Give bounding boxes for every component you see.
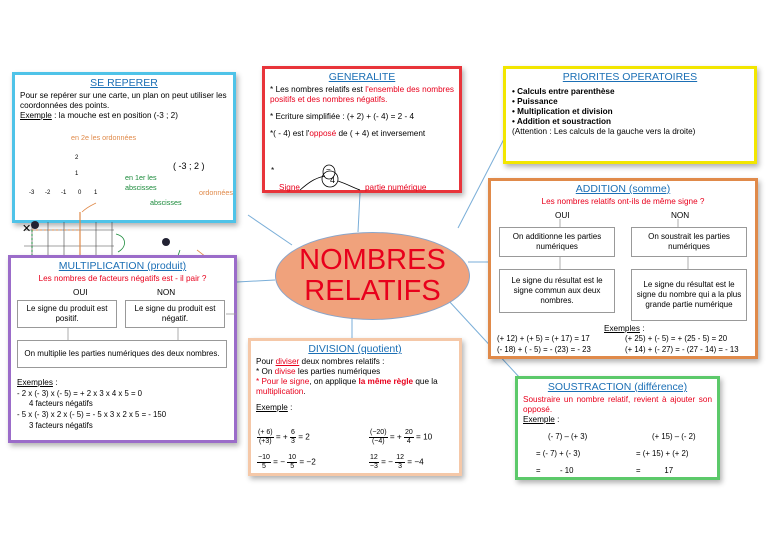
addition-oui-box: On additionne les parties numériques — [499, 227, 615, 257]
division-l3e: multiplication — [256, 387, 304, 396]
addition-question: Les nombres relatifs ont-ils de même signe ? — [541, 197, 705, 206]
addition-ex-1: (+ 12) + (+ 5) = (+ 17) = 17 — [497, 334, 590, 343]
generalite-p2: * Ecriture simplifiée : (+ 2) + (- 4) = 2 - 4 — [270, 112, 415, 121]
multiplication-ex2: - 5 x (- 3) x 2 x (- 5) = - 5 x 3 x 2 x 5 = - 150 — [17, 410, 167, 419]
addition-non: NON — [671, 211, 690, 220]
addition-exemples-label: Exemples — [604, 324, 640, 333]
addition-card — [488, 178, 758, 359]
generalite-p1-red: l'ensemble des nombres positifs et des nombres négatifs. — [270, 85, 454, 104]
division-example-2: $\frac{(-20)}{(-4)}$ = + $\frac{20}{4}$ = 10 — [370, 429, 433, 445]
se-reperer-card — [12, 72, 236, 235]
division-exemple-colon: : — [287, 403, 293, 412]
soustraction-rule: Soustraire un nombre relatif, revient à ajouter son opposé. — [523, 395, 712, 414]
priorite-item-4: • Addition et soustraction — [512, 117, 611, 126]
priorite-item-3: • Multiplication et division — [512, 107, 613, 116]
addition-non-box: On soustrait les parties numériques — [631, 227, 747, 257]
se-reperer-text: Pour se repérer sur une carte, un plan on peut utiliser les coordonnées des points. — [20, 91, 227, 110]
se-reperer-title: SE REPERER — [90, 77, 158, 89]
soustraction-exemple-label: Exemple — [523, 415, 555, 424]
generalite-p1: * Les nombres relatifs est — [270, 85, 366, 94]
tick-y-2: 1 — [75, 171, 79, 177]
addition-title: ADDITION (somme) — [575, 183, 671, 195]
division-example-4: $\frac{12}{-3}$ = − $\frac{12}{3}$ = −4 — [369, 454, 424, 470]
division-example-3: $\frac{-10}{5}$ = − $\frac{10}{5}$ = −2 — [258, 454, 316, 470]
multiplication-exemples-colon: : — [52, 378, 58, 387]
signe-label: Signe — [279, 183, 300, 192]
soustraction-col2-l2: = (+ 15) + (+ 2) — [636, 449, 689, 458]
central-title-line2: RELATIFS — [304, 275, 441, 307]
division-l3d: que la — [413, 377, 438, 386]
multiplication-non-box: Le signe du produit est négatif. — [125, 300, 225, 328]
multiplication-oui: OUI — [73, 288, 88, 297]
ordonnees-label: ordonnées — [199, 188, 233, 197]
generalite-star: * — [271, 166, 275, 175]
generalite-card — [262, 66, 462, 193]
soustraction-col1-l2: = (- 7) + (- 3) — [536, 449, 581, 458]
partie-numerique-label: partie numérique — [365, 183, 427, 192]
division-l1c: deux nombres relatifs : — [299, 357, 385, 366]
generalite-p3b: opposé — [309, 129, 337, 138]
multiplication-oui-box: Le signe du produit est positif. — [17, 300, 117, 328]
generalite-p3a: *( - 4) est l' — [270, 129, 310, 138]
division-l3b: , on applique — [309, 377, 359, 386]
sign-symbol: − — [326, 165, 331, 174]
ordonnees-note: en 2e les ordonnées — [71, 133, 137, 142]
generalite-p3c: de ( + 4) et inversement — [336, 129, 426, 138]
division-l2a: * On — [256, 367, 275, 376]
tick-x-1: -3 — [29, 190, 35, 196]
central-topic — [275, 232, 470, 320]
division-l3a: * Pour le signe — [256, 377, 310, 386]
priorite-item-1: • Calculs entre parenthèse — [512, 87, 615, 96]
multiplication-question: Les nombres de facteurs négatifs est - il pair ? — [38, 274, 207, 283]
addition-exemples-colon: : — [639, 324, 645, 333]
priorite-item-2: • Puissance — [512, 97, 558, 106]
soustraction-card — [515, 376, 720, 480]
soustraction-exemple-colon: : — [554, 415, 560, 424]
priorites-title: PRIORITES OPERATOIRES — [562, 71, 698, 83]
division-title: DIVISION (quotient) — [308, 343, 402, 355]
division-exemple-label: Exemple — [256, 403, 288, 412]
addition-oui-result: Le signe du résultat est le signe commun aux deux nombres. — [499, 269, 615, 313]
central-title-line1: NOMBRES — [299, 244, 446, 276]
tick-x-5: 1 — [94, 190, 98, 196]
multiplication-ex1-note: 4 facteurs négatifs — [29, 399, 93, 408]
coordinate-grid — [12, 72, 236, 235]
se-reperer-exemple-text: : la mouche est en position (-3 ; 2) — [51, 111, 178, 120]
svg-text:✕: ✕ — [22, 223, 32, 235]
soustraction-col1-l3: = - 10 — [536, 466, 574, 475]
priorites-note: (Attention : Les calculs de la gauche vers la droite) — [512, 127, 696, 136]
multiplication-exemples-label: Exemples — [17, 378, 53, 387]
division-example-1: $\frac{(+ 6)}{(+3)}$ = + $\frac{6}{3}$ = 2 — [258, 429, 310, 445]
division-l2c: les parties numériques — [295, 367, 381, 376]
abscisses-label: abscisses — [150, 198, 182, 207]
division-l1a: Pour — [256, 357, 276, 366]
division-l2b: divise — [274, 367, 296, 376]
addition-non-result: Le signe du résultat est le signe du nombre qui a la plus grande partie numérique — [631, 269, 747, 321]
division-card — [248, 338, 462, 476]
se-reperer-exemple-label: Exemple — [20, 111, 52, 120]
addition-ex-2: (+ 25) + (- 5) = + (25 - 5) = 20 — [625, 334, 728, 343]
tick-y-1: 2 — [75, 155, 79, 161]
multiplication-ex2-note: 3 facteurs négatifs — [29, 421, 93, 430]
addition-ex-4: (+ 14) + (- 27) = - (27 - 14) = - 13 — [625, 345, 739, 354]
multiplication-ex1: - 2 x (- 3) x (- 5) = + 2 x 3 x 4 x 5 = 0 — [17, 389, 143, 398]
coordinate-example: ( -3 ; 2 ) — [173, 161, 205, 171]
soustraction-title: SOUSTRACTION (différence) — [547, 381, 688, 393]
division-l1b: diviser — [275, 357, 300, 366]
soustraction-col1-l1: (- 7) – (+ 3) — [548, 432, 588, 441]
soustraction-col2-l3: = 17 — [636, 466, 674, 475]
tick-x-2: -2 — [45, 190, 51, 196]
multiplication-title: MULTIPLICATION (produit) — [58, 260, 187, 272]
division-l3c: la même règle — [358, 377, 414, 386]
multiplication-bottom-box: On multiplie les parties numériques des deux nombres. — [17, 340, 227, 368]
signe-diagram — [262, 66, 462, 193]
priorites-card — [503, 66, 757, 164]
abscisses-note: en 1er les abscisses — [125, 173, 157, 192]
multiplication-card — [8, 255, 237, 443]
soustraction-col2-l1: (+ 15) – (- 2) — [652, 432, 696, 441]
tick-x-3: -1 — [61, 190, 67, 196]
generalite-title: GENERALITE — [328, 71, 396, 83]
addition-ex-3: (- 18) + ( - 5) = - (23) = - 23 — [497, 345, 591, 354]
multiplication-non: NON — [157, 288, 176, 297]
tick-x-4: 0 — [78, 190, 82, 196]
addition-oui: OUI — [555, 211, 570, 220]
number-symbol: 4 — [330, 175, 336, 185]
division-l3f: . — [303, 387, 306, 396]
